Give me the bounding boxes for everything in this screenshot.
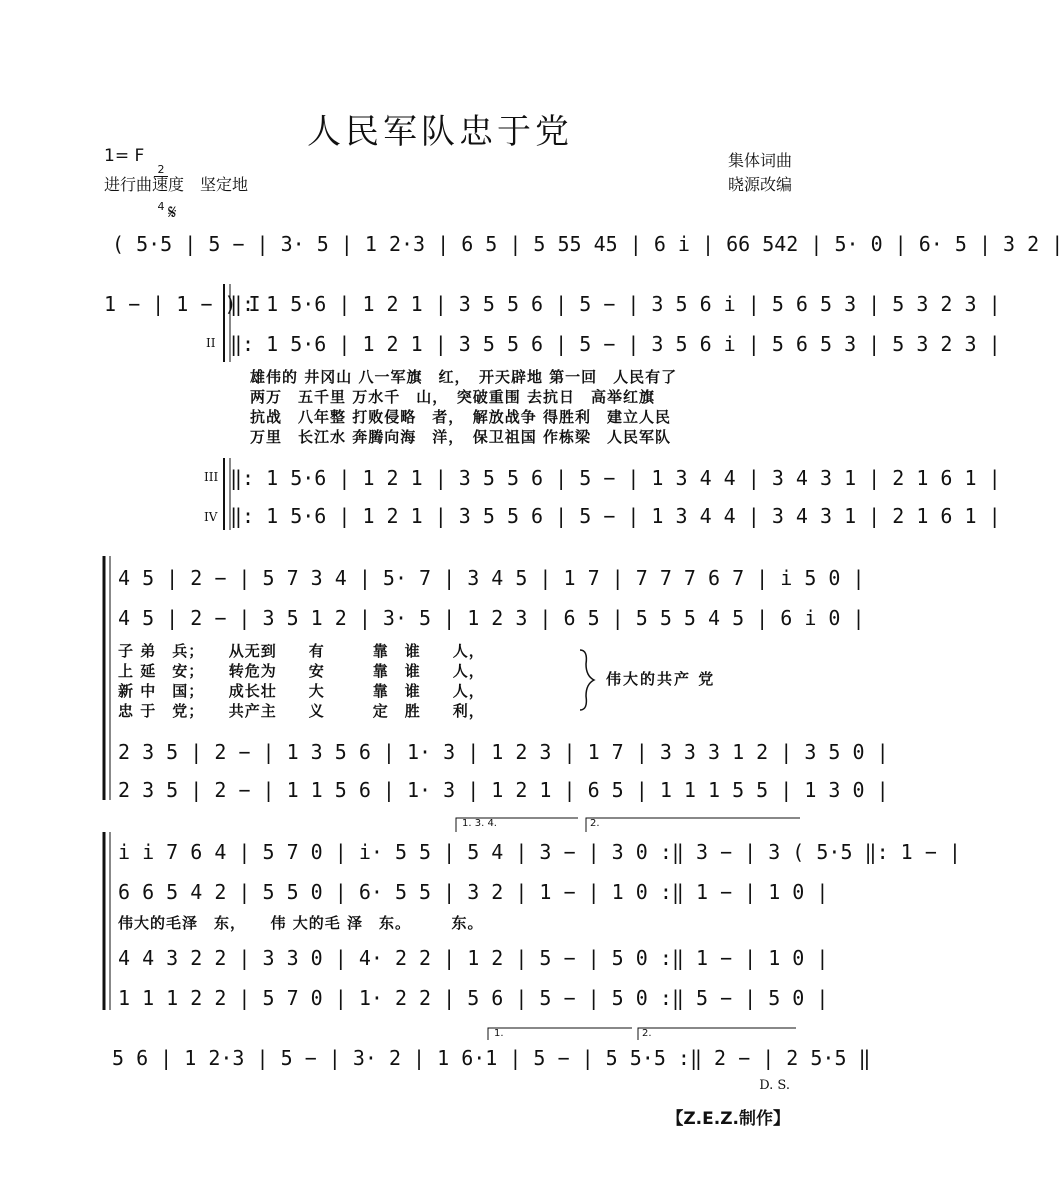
time-signature-top: 2 — [154, 164, 168, 177]
key-signature: 1= F — [104, 146, 145, 166]
sys1-voice-2: ‖: 1 5·6 | 1 2 1 | 3 5 5 6 | 5 − | 3 5 6 i | 5 6 5 3 | 5 3 2 3 | — [230, 332, 1001, 356]
sys2-voice-3: 2 3 5 | 2 − | 1 3 5 6 | 1· 3 | 1 2 3 | 1 7 | 3 3 3 1 2 | 3 5 0 | — [118, 740, 889, 764]
page-title: 人民军队忠于党 — [307, 112, 573, 152]
credit-lyrics-music: 集体词曲 — [727, 151, 792, 170]
voice-label-iii: III — [204, 470, 219, 484]
sys4-volta-2: 2. — [642, 1028, 652, 1039]
sys3-voice-1: i i 7 6 4 | 5 7 0 | i· 5 5 | 5 4 | 3 − | 3 0 :‖ 3 − | 3 ( 5·5 ‖: 1 − | — [118, 840, 961, 864]
sys3-volta-1: 1. 3. 4. — [462, 818, 497, 829]
sys4-melody: 5 6 | 1 2·3 | 5 − | 3· 2 | 1 6·1 | 5 − | 5 5·5 :‖ 2 − | 2 5·5 ‖ — [112, 1046, 871, 1070]
sys1-voice-4: ‖: 1 5·6 | 1 2 1 | 3 5 5 6 | 5 − | 1 3 4 4 | 3 4 3 1 | 2 1 6 1 | — [230, 504, 1001, 528]
sys3-bracket — [104, 818, 800, 1010]
sys3-volta-2: 2. — [590, 818, 600, 829]
sys2-refrain-lyric: 伟大的共产 党 — [606, 670, 716, 688]
sys1-voice-3: ‖: 1 5·6 | 1 2 1 | 3 5 5 6 | 5 − | 1 3 4 4 | 3 4 3 1 | 2 1 6 1 | — [230, 466, 1001, 490]
sys2-voice-4: 2 3 5 | 2 − | 1 1 5 6 | 1· 3 | 1 2 1 | 6 5 | 1 1 1 5 5 | 1 3 0 | — [118, 778, 889, 802]
sys1-voice-1: ‖: 1 5·6 | 1 2 1 | 3 5 5 6 | 5 − | 3 5 6 i | 5 6 5 3 | 5 3 2 3 | — [230, 292, 1001, 316]
segno-icon: 𝄋 — [168, 200, 177, 224]
sys4-voltas — [488, 1028, 796, 1040]
sys1-lyrics-verse-3: 抗战 八年整 打败侵略 者， 解放战争 得胜利 建立人民 — [250, 408, 671, 426]
sys3-lyrics: 伟大的毛泽 东， 伟 大的毛 泽 东。 东。 — [118, 914, 484, 932]
dal-segno-mark: D. S. — [759, 1078, 790, 1093]
intro-notation: ( 5·5 | 5 − | 3· 5 | 1 2·3 | 6 5 | 5 55 45 | 6 i | 66 542 | 5· 0 | 6· 5 | 3 2 | — [112, 232, 1063, 256]
voice-label-ii: II — [206, 336, 216, 350]
sys1-lyrics-verse-1: 雄伟的 井冈山 八一军旗 红， 开天辟地 第一回 人民有了 — [250, 368, 678, 386]
maker-credit: 【Z.E.Z.制作】 — [666, 1109, 790, 1129]
voice-label-iv: IV — [204, 510, 218, 524]
time-signature-bottom: 4 — [157, 200, 165, 213]
sys1-intro-end: 1 − | 1 − ) I — [104, 292, 261, 316]
sys3-voice-2: 6 6 5 4 2 | 5 5 0 | 6· 5 5 | 3 2 | 1 − | 1 0 :‖ 1 − | 1 0 | — [118, 880, 829, 904]
sys2-voice-1: 4 5 | 2 − | 5 7 3 4 | 5· 7 | 3 4 5 | 1 7 | 7 7 7 6 7 | i 5 0 | — [118, 566, 865, 590]
sys3-voice-4: 1 1 1 2 2 | 5 7 0 | 1· 2 2 | 5 6 | 5 − | 5 0 :‖ 5 − | 5 0 | — [118, 986, 829, 1010]
sys2-voice-2: 4 5 | 2 − | 3 5 1 2 | 3· 5 | 1 2 3 | 6 5 | 5 5 5 4 5 | 6 i 0 | — [118, 606, 865, 630]
sys2-lyrics-verse-4: 忠 于 党； 共产主 义 定 胜 利， — [118, 702, 485, 720]
tempo-marking: 进行曲速度 坚定地 — [104, 175, 249, 194]
credit-arranger: 晓源改编 — [727, 175, 792, 194]
sys2-bracket — [104, 556, 594, 800]
sys4-volta-1: 1. — [494, 1028, 504, 1039]
sys1-lyrics-verse-2: 两万 五千里 万水千 山， 突破重围 去抗日 高举红旗 — [250, 388, 655, 406]
sys2-lyrics-verse-3: 新 中 国； 成长壮 大 靠 谁 人， — [118, 682, 485, 700]
sys2-lyrics-verse-2: 上 延 安； 转危为 安 靠 谁 人， — [118, 662, 485, 680]
sys3-voice-3: 4 4 3 2 2 | 3 3 0 | 4· 2 2 | 1 2 | 5 − | 5 0 :‖ 1 − | 1 0 | — [118, 946, 829, 970]
sys1-lyrics-verse-4: 万里 长江水 奔腾向海 洋， 保卫祖国 作栋梁 人民军队 — [250, 428, 671, 446]
sys1-bracket — [224, 284, 230, 530]
sys2-lyrics-verse-1: 子 弟 兵； 从无到 有 靠 谁 人， — [118, 642, 485, 660]
